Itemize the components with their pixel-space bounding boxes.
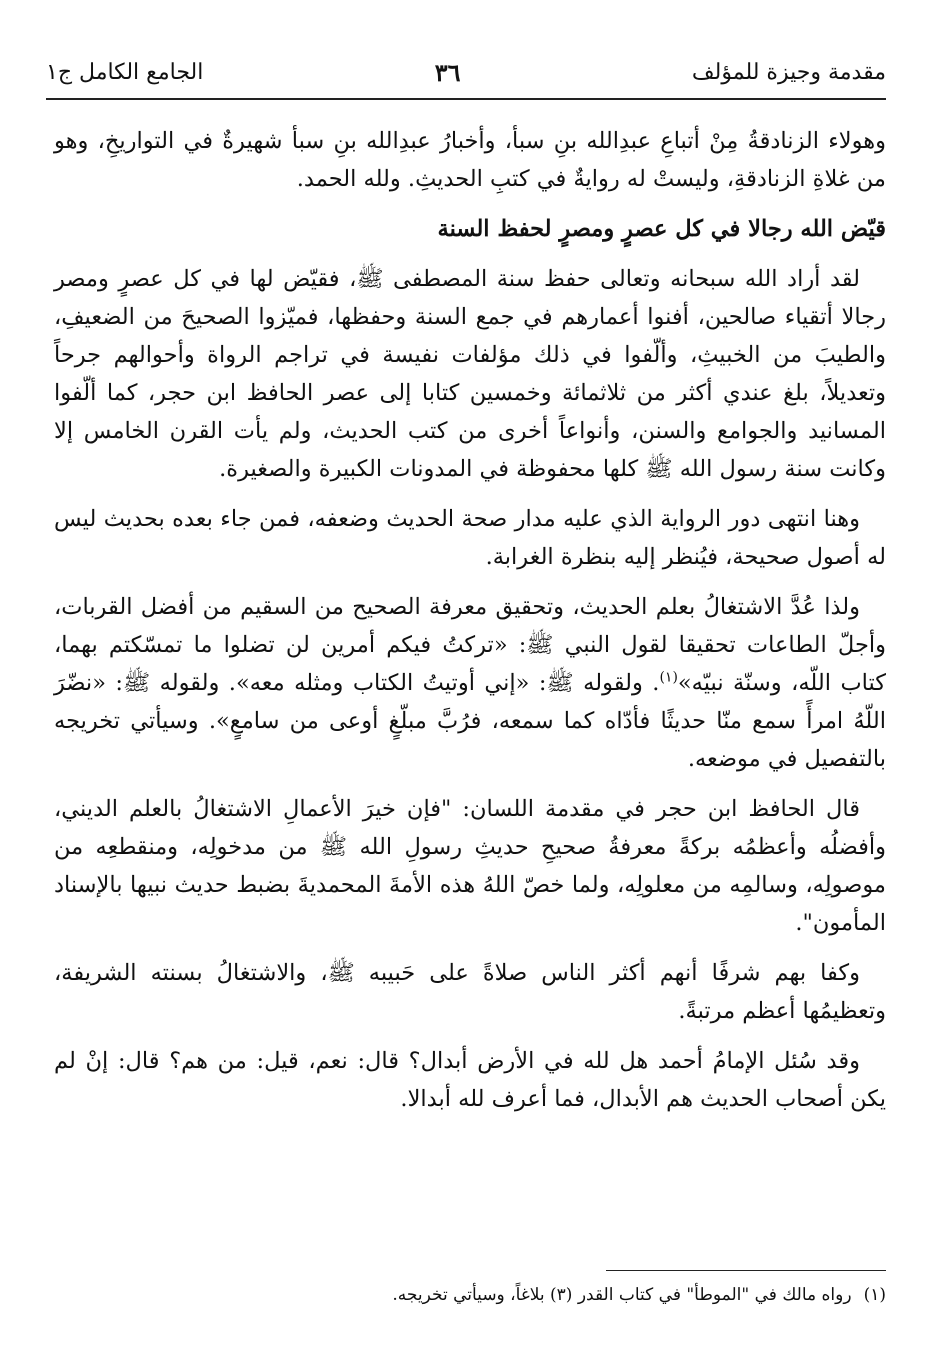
body-paragraph-4: قال الحافظ ابن حجر في مقدمة اللسان: "فإن خيرَ الأعمالِ الاشتغالُ بالعلم الديني، وأفضلُه وأعظمُه بركةً معرفةُ صحيحِ حديثِ رسولِ الله ﷺ من مدخولِه، ومنقطعِه من موصولِه، وسالمِه من معلولِه، ولما خصّ اللهُ هذه الأمةَ المحمديةَ بضبط حديث نبيها بالإسناد المأمون". [54, 796, 886, 936]
paragraph-3-text-b: . ولقوله ﷺ: «إني أوتيتُ الكتاب ومثله معه». ولقوله ﷺ: «نضّرَ اللّهُ امرأً سمع منّا حديثًا فأدّاه كما سمعه، فرُبَّ مبلّغٍ أوعى من سامعٍ». وسيأتي تخريجه بالتفصيل في موضعه. [54, 670, 886, 772]
header-chapter-title: مقدمة وجيزة للمؤلف [691, 59, 886, 85]
section-heading: قيّض الله رجالا في كل عصرٍ ومصرٍ لحفظ السنة [437, 216, 886, 242]
body-paragraph-5: وكفا بهم شرفًا أنهم أكثر الناس صلاةً على حَبيبه ﷺ، والاشتغالُ بسنته الشريفة، وتعظيمُها أعظم مرتبةً. [54, 960, 886, 1024]
footnote-text: رواه مالك في "الموطأ" في كتاب القدر (٣) بلاغاً، وسيأتي تخريجه. [392, 1285, 852, 1305]
body-paragraph-6: وقد سُئل الإمامُ أحمد هل لله في الأرض أبدال؟ قال: نعم، قيل: من هم؟ قال: إنْ لم يكن أصحاب الحديث هم الأبدال، فما أعرف لله أبدالا. [54, 1048, 886, 1112]
paragraph-3-text-a: ولذا عُدَّ الاشتغالُ بعلم الحديث، وتحقيق معرفة الصحيح من السقيم من أفضل القربات، وأجلّ الطاعات تحقيقا لقول النبي ﷺ: «تركتُ فيكم أمرين لن تضلوا ما تمسّكتم بهما، كتاب اللّه، وسنّة نبيّه» [54, 594, 886, 696]
footnote [54, 1281, 886, 1309]
body-paragraph-2: وهنا انتهى دور الرواية الذي عليه مدار صحة الحديث وضعفه، فمن جاء بعده بحديث ليس له أصول صحيحة، فيُنظر إليه بنظرة الغرابة. [54, 506, 886, 570]
running-header [46, 52, 886, 92]
intro-paragraph: وهولاء الزنادقةُ مِنْ أتباعِ عبدِالله بنِ سبأ، وأخبارُ عبدِالله بنِ سبأ شهيرةٌ في التواريخِ، وهو من غلاةِ الزنادقةِ، وليستْ له روايةٌ في كتبِ الحديثِ. ولله الحمد. [54, 128, 886, 192]
page-number: ٣٦ [434, 57, 461, 87]
header-book-title: الجامع الكامل ج١ [46, 59, 204, 85]
header-divider [46, 98, 886, 100]
body-paragraph-3 [54, 588, 886, 778]
page-body [54, 122, 886, 1130]
footnote-reference[interactable]: (١) [659, 669, 678, 686]
footnote-marker: (١) [863, 1285, 886, 1305]
footnote-divider [606, 1270, 886, 1271]
body-paragraph-1: لقد أراد الله سبحانه وتعالى حفظ سنة المصطفى ﷺ، فقيّض لها في كل عصرٍ ومصر رجالا أتقياء صالحين، أفنوا أعمارهم في جمع السنة وحفظها، فميّزوا الصحيحَ من الضعيفِ، والطيبَ من الخبيثِ، وألّفوا في ذلك مؤلفات نفيسة في تراجم الرواة وأحوالهم جرحاً وتعديلاً، بلغ عندي أكثر من ثلاثمائة وخمسين كتابا إلى عصر الحافظ ابن حجر، كما ألّفوا المسانيد والجوامع والسنن، وأنواعاً أخرى من كتب الحديث، ولم يأت القرن الخامس إلا وكانت سنة رسول الله ﷺ كلها محفوظة في المدونات الكبيرة والصغيرة. [54, 266, 886, 482]
